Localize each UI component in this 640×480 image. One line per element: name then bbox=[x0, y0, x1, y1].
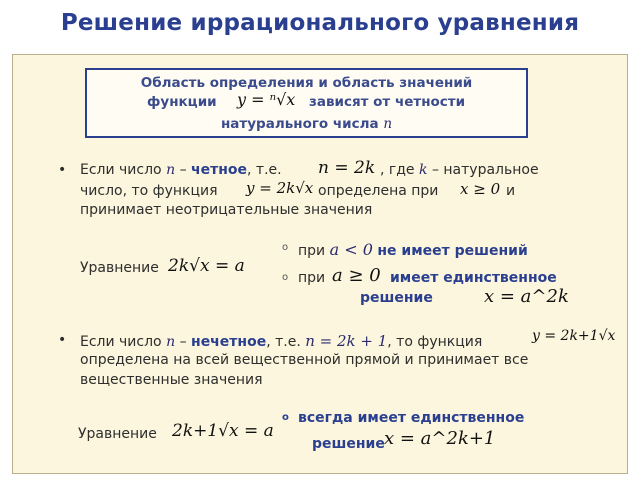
odd-func-formula: y = 2k+1√x bbox=[532, 328, 616, 344]
even-line-2a: число, то функция bbox=[80, 183, 218, 199]
even-opt2-result-b: решение bbox=[360, 290, 433, 306]
circle-bullet-icon: o bbox=[282, 412, 289, 423]
even-solution: x = a^2k bbox=[484, 286, 569, 307]
bullet-odd: • bbox=[58, 332, 67, 348]
odd-line-1: Если число n – нечетное, т.е. n = 2k + 1, то функция bbox=[80, 332, 483, 350]
even-line-1: Если число n – четное, т.е. bbox=[80, 162, 282, 178]
bullet-even: • bbox=[58, 162, 67, 178]
definition-line-2a: функции bbox=[147, 94, 217, 110]
even-n-formula: n = 2k bbox=[318, 158, 376, 178]
definition-line-3: натурального числа n bbox=[220, 116, 393, 132]
even-line-2c: и bbox=[506, 183, 516, 199]
even-func-formula: y = 2k√x bbox=[246, 179, 314, 197]
even-opt2-cond: a ≥ 0 bbox=[332, 265, 381, 286]
even-domain-formula: x ≥ 0 bbox=[460, 180, 501, 198]
definition-line-1: Область определения и область значений bbox=[140, 75, 473, 91]
even-line-1-where: , где k – натуральное bbox=[380, 162, 539, 178]
circle-bullet-icon: o bbox=[282, 242, 289, 253]
page-title: Решение иррационального уравнения bbox=[60, 10, 580, 36]
even-line-2b: определена при bbox=[318, 183, 439, 199]
even-opt2-prefix: при bbox=[298, 270, 326, 286]
odd-result-a: всегда имеет единственное bbox=[298, 410, 525, 426]
even-equation: 2k√x = a bbox=[168, 256, 245, 276]
even-line-3: принимает неотрицательные значения bbox=[80, 202, 373, 218]
odd-line-2: определена на всей вещественной прямой и принимает все bbox=[80, 352, 529, 368]
odd-result-b: решение bbox=[312, 436, 385, 452]
even-opt2-result-a: имеет единственное bbox=[390, 270, 557, 286]
odd-equation-label: Уравнение bbox=[78, 426, 157, 442]
odd-solution: x = a^2k+1 bbox=[384, 428, 496, 449]
even-equation-label: Уравнение bbox=[80, 260, 159, 276]
odd-line-3: вещественные значения bbox=[80, 372, 263, 388]
circle-bullet-icon: o bbox=[282, 272, 289, 283]
definition-box bbox=[85, 68, 528, 138]
even-opt1: при a < 0 не имеет решений bbox=[298, 240, 528, 259]
odd-equation: 2k+1√x = a bbox=[172, 421, 274, 441]
definition-formula: y = ⁿ√x bbox=[237, 90, 296, 109]
definition-line-2b: зависят от четности bbox=[309, 94, 466, 110]
